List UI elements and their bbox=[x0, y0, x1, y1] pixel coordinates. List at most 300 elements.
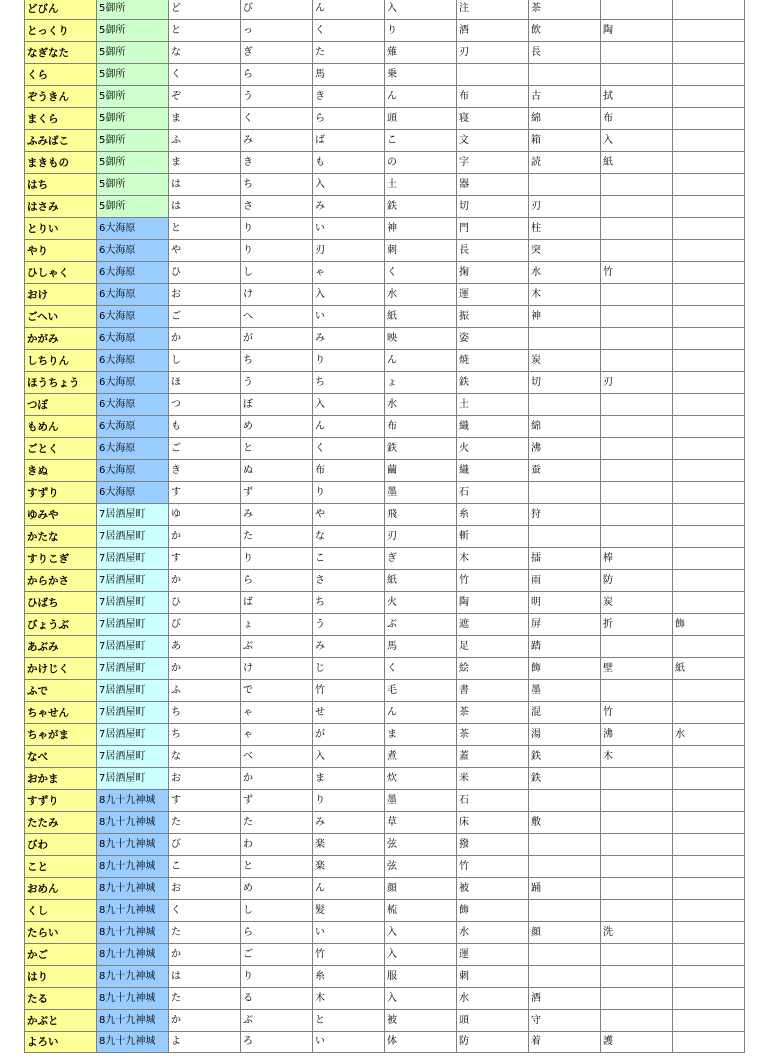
char-cell[interactable]: 入 bbox=[385, 0, 457, 20]
char-cell[interactable]: 棒 bbox=[601, 548, 673, 570]
char-cell[interactable]: び bbox=[169, 614, 241, 636]
char-cell[interactable]: 茶 bbox=[457, 702, 529, 724]
char-cell[interactable]: 茶 bbox=[529, 0, 601, 20]
char-cell[interactable] bbox=[673, 350, 745, 372]
char-cell[interactable]: ん bbox=[313, 416, 385, 438]
char-cell[interactable]: し bbox=[169, 350, 241, 372]
char-cell[interactable]: ち bbox=[313, 372, 385, 394]
char-cell[interactable]: 紙 bbox=[385, 306, 457, 328]
char-cell[interactable] bbox=[529, 482, 601, 504]
word-cell[interactable]: つぼ bbox=[25, 394, 97, 416]
char-cell[interactable]: 入 bbox=[313, 746, 385, 768]
char-cell[interactable]: け bbox=[241, 284, 313, 306]
char-cell[interactable]: 入 bbox=[385, 988, 457, 1010]
char-cell[interactable]: り bbox=[385, 20, 457, 42]
word-cell[interactable]: すりこぎ bbox=[25, 548, 97, 570]
char-cell[interactable]: 顔 bbox=[385, 878, 457, 900]
char-cell[interactable]: 煮 bbox=[385, 746, 457, 768]
char-cell[interactable]: ゃ bbox=[241, 702, 313, 724]
char-cell[interactable]: と bbox=[241, 856, 313, 878]
char-cell[interactable]: 入 bbox=[601, 130, 673, 152]
char-cell[interactable]: 入 bbox=[313, 284, 385, 306]
char-cell[interactable] bbox=[601, 460, 673, 482]
word-cell[interactable]: よろい bbox=[25, 1032, 97, 1053]
char-cell[interactable]: 撥 bbox=[457, 834, 529, 856]
char-cell[interactable]: ま bbox=[313, 768, 385, 790]
char-cell[interactable]: ほ bbox=[169, 372, 241, 394]
char-cell[interactable]: り bbox=[241, 548, 313, 570]
char-cell[interactable] bbox=[673, 460, 745, 482]
char-cell[interactable] bbox=[673, 548, 745, 570]
char-cell[interactable]: き bbox=[169, 460, 241, 482]
char-cell[interactable]: 斬 bbox=[457, 526, 529, 548]
char-cell[interactable]: 飾 bbox=[457, 900, 529, 922]
char-cell[interactable]: 馬 bbox=[385, 636, 457, 658]
char-cell[interactable]: ろ bbox=[241, 1032, 313, 1053]
char-cell[interactable]: 体 bbox=[385, 1032, 457, 1053]
word-cell[interactable]: たる bbox=[25, 988, 97, 1010]
char-cell[interactable] bbox=[673, 504, 745, 526]
char-cell[interactable] bbox=[601, 482, 673, 504]
char-cell[interactable]: ま bbox=[385, 724, 457, 746]
word-cell[interactable]: びょうぶ bbox=[25, 614, 97, 636]
char-cell[interactable]: こ bbox=[385, 130, 457, 152]
char-cell[interactable]: 防 bbox=[457, 1032, 529, 1053]
char-cell[interactable]: 鉄 bbox=[457, 372, 529, 394]
char-cell[interactable]: 折 bbox=[601, 614, 673, 636]
char-cell[interactable] bbox=[601, 0, 673, 20]
char-cell[interactable]: く bbox=[169, 64, 241, 86]
char-cell[interactable]: 土 bbox=[457, 394, 529, 416]
char-cell[interactable]: 踊 bbox=[529, 878, 601, 900]
char-cell[interactable] bbox=[673, 1032, 745, 1053]
char-cell[interactable]: ま bbox=[169, 108, 241, 130]
char-cell[interactable]: 茶 bbox=[457, 724, 529, 746]
char-cell[interactable] bbox=[601, 812, 673, 834]
char-cell[interactable]: り bbox=[241, 966, 313, 988]
char-cell[interactable]: お bbox=[169, 768, 241, 790]
char-cell[interactable]: く bbox=[169, 900, 241, 922]
char-cell[interactable]: 弦 bbox=[385, 834, 457, 856]
char-cell[interactable]: 火 bbox=[457, 438, 529, 460]
char-cell[interactable]: 姿 bbox=[457, 328, 529, 350]
char-cell[interactable]: か bbox=[169, 526, 241, 548]
char-cell[interactable]: 水 bbox=[673, 724, 745, 746]
group-cell[interactable]: 5御所 bbox=[97, 0, 169, 20]
word-cell[interactable]: ほうちょう bbox=[25, 372, 97, 394]
word-cell[interactable]: はり bbox=[25, 966, 97, 988]
group-cell[interactable]: 5御所 bbox=[97, 64, 169, 86]
char-cell[interactable]: 入 bbox=[385, 922, 457, 944]
char-cell[interactable] bbox=[673, 636, 745, 658]
group-cell[interactable]: 5御所 bbox=[97, 174, 169, 196]
char-cell[interactable]: 石 bbox=[457, 482, 529, 504]
char-cell[interactable]: 顔 bbox=[529, 922, 601, 944]
word-cell[interactable]: なぎなた bbox=[25, 42, 97, 64]
char-cell[interactable]: 長 bbox=[529, 42, 601, 64]
char-cell[interactable] bbox=[529, 64, 601, 86]
word-cell[interactable]: ふみばこ bbox=[25, 130, 97, 152]
char-cell[interactable]: 刃 bbox=[529, 196, 601, 218]
char-cell[interactable]: 水 bbox=[385, 394, 457, 416]
group-cell[interactable]: 7居酒屋町 bbox=[97, 504, 169, 526]
char-cell[interactable]: う bbox=[313, 614, 385, 636]
group-cell[interactable]: 7居酒屋町 bbox=[97, 592, 169, 614]
char-cell[interactable] bbox=[601, 768, 673, 790]
word-cell[interactable]: ちゃがま bbox=[25, 724, 97, 746]
char-cell[interactable]: 被 bbox=[457, 878, 529, 900]
char-cell[interactable] bbox=[673, 372, 745, 394]
char-cell[interactable]: た bbox=[313, 42, 385, 64]
char-cell[interactable]: と bbox=[169, 20, 241, 42]
group-cell[interactable]: 6大海原 bbox=[97, 350, 169, 372]
word-cell[interactable]: はち bbox=[25, 174, 97, 196]
char-cell[interactable]: 守 bbox=[529, 1010, 601, 1032]
char-cell[interactable] bbox=[601, 350, 673, 372]
char-cell[interactable]: 焼 bbox=[457, 350, 529, 372]
char-cell[interactable]: ご bbox=[241, 944, 313, 966]
char-cell[interactable]: く bbox=[385, 262, 457, 284]
char-cell[interactable]: る bbox=[241, 988, 313, 1010]
char-cell[interactable]: 注 bbox=[457, 0, 529, 20]
char-cell[interactable]: ぎ bbox=[241, 42, 313, 64]
char-cell[interactable] bbox=[673, 856, 745, 878]
group-cell[interactable]: 6大海原 bbox=[97, 262, 169, 284]
char-cell[interactable] bbox=[673, 570, 745, 592]
group-cell[interactable]: 5御所 bbox=[97, 108, 169, 130]
char-cell[interactable]: 鉄 bbox=[385, 196, 457, 218]
char-cell[interactable]: し bbox=[241, 900, 313, 922]
char-cell[interactable]: 運 bbox=[457, 944, 529, 966]
char-cell[interactable]: ち bbox=[241, 174, 313, 196]
word-cell[interactable]: ひばち bbox=[25, 592, 97, 614]
group-cell[interactable]: 8九十九神城 bbox=[97, 944, 169, 966]
char-cell[interactable]: っ bbox=[241, 20, 313, 42]
group-cell[interactable]: 8九十九神城 bbox=[97, 900, 169, 922]
char-cell[interactable] bbox=[673, 174, 745, 196]
char-cell[interactable]: ら bbox=[241, 570, 313, 592]
word-cell[interactable]: ちゃせん bbox=[25, 702, 97, 724]
char-cell[interactable]: あ bbox=[169, 636, 241, 658]
char-cell[interactable]: 服 bbox=[385, 966, 457, 988]
char-cell[interactable]: や bbox=[313, 504, 385, 526]
char-cell[interactable]: 水 bbox=[457, 988, 529, 1010]
word-cell[interactable]: かけじく bbox=[25, 658, 97, 680]
char-cell[interactable]: 飲 bbox=[529, 20, 601, 42]
group-cell[interactable]: 7居酒屋町 bbox=[97, 702, 169, 724]
char-cell[interactable]: く bbox=[241, 108, 313, 130]
char-cell[interactable] bbox=[601, 64, 673, 86]
word-cell[interactable]: すずり bbox=[25, 482, 97, 504]
char-cell[interactable]: 飾 bbox=[673, 614, 745, 636]
group-cell[interactable]: 7居酒屋町 bbox=[97, 548, 169, 570]
char-cell[interactable]: 絵 bbox=[457, 658, 529, 680]
char-cell[interactable] bbox=[673, 812, 745, 834]
char-cell[interactable]: 繭 bbox=[385, 460, 457, 482]
char-cell[interactable]: な bbox=[169, 746, 241, 768]
char-cell[interactable]: ぞ bbox=[169, 86, 241, 108]
word-cell[interactable]: ふで bbox=[25, 680, 97, 702]
char-cell[interactable]: 読 bbox=[529, 152, 601, 174]
char-cell[interactable]: 被 bbox=[385, 1010, 457, 1032]
word-cell[interactable]: びわ bbox=[25, 834, 97, 856]
char-cell[interactable]: り bbox=[241, 218, 313, 240]
char-cell[interactable]: 沸 bbox=[601, 724, 673, 746]
char-cell[interactable]: 炊 bbox=[385, 768, 457, 790]
char-cell[interactable] bbox=[673, 130, 745, 152]
char-cell[interactable]: ゆ bbox=[169, 504, 241, 526]
char-cell[interactable]: 竹 bbox=[313, 680, 385, 702]
char-cell[interactable]: ふ bbox=[169, 680, 241, 702]
char-cell[interactable] bbox=[529, 944, 601, 966]
char-cell[interactable]: 墨 bbox=[529, 680, 601, 702]
word-cell[interactable]: きぬ bbox=[25, 460, 97, 482]
group-cell[interactable]: 7居酒屋町 bbox=[97, 636, 169, 658]
char-cell[interactable]: 木 bbox=[601, 746, 673, 768]
char-cell[interactable] bbox=[673, 152, 745, 174]
char-cell[interactable]: い bbox=[313, 218, 385, 240]
char-cell[interactable]: 紙 bbox=[601, 152, 673, 174]
char-cell[interactable]: か bbox=[241, 768, 313, 790]
char-cell[interactable]: 鉄 bbox=[385, 438, 457, 460]
char-cell[interactable]: お bbox=[169, 878, 241, 900]
char-cell[interactable]: 糸 bbox=[313, 966, 385, 988]
char-cell[interactable]: め bbox=[241, 416, 313, 438]
char-cell[interactable] bbox=[529, 856, 601, 878]
char-cell[interactable]: た bbox=[169, 922, 241, 944]
char-cell[interactable]: 竹 bbox=[601, 702, 673, 724]
char-cell[interactable]: 入 bbox=[385, 944, 457, 966]
char-cell[interactable]: 切 bbox=[457, 196, 529, 218]
group-cell[interactable]: 6大海原 bbox=[97, 240, 169, 262]
char-cell[interactable]: た bbox=[169, 988, 241, 1010]
char-cell[interactable]: 遮 bbox=[457, 614, 529, 636]
group-cell[interactable]: 8九十九神城 bbox=[97, 1032, 169, 1053]
char-cell[interactable]: 毛 bbox=[385, 680, 457, 702]
char-cell[interactable]: み bbox=[241, 130, 313, 152]
char-cell[interactable]: 蚕 bbox=[529, 460, 601, 482]
char-cell[interactable]: ん bbox=[385, 350, 457, 372]
word-cell[interactable]: とっくり bbox=[25, 20, 97, 42]
char-cell[interactable]: と bbox=[313, 1010, 385, 1032]
group-cell[interactable]: 5御所 bbox=[97, 152, 169, 174]
word-cell[interactable]: すずり bbox=[25, 790, 97, 812]
char-cell[interactable]: 振 bbox=[457, 306, 529, 328]
group-cell[interactable]: 8九十九神城 bbox=[97, 812, 169, 834]
char-cell[interactable]: 陶 bbox=[457, 592, 529, 614]
char-cell[interactable]: き bbox=[313, 86, 385, 108]
char-cell[interactable]: ぶ bbox=[241, 1010, 313, 1032]
char-cell[interactable]: ひ bbox=[169, 592, 241, 614]
char-cell[interactable]: か bbox=[169, 658, 241, 680]
char-cell[interactable]: 着 bbox=[529, 1032, 601, 1053]
group-cell[interactable]: 8九十九神城 bbox=[97, 988, 169, 1010]
word-cell[interactable]: おめん bbox=[25, 878, 97, 900]
char-cell[interactable]: 髪 bbox=[313, 900, 385, 922]
char-cell[interactable]: ら bbox=[241, 922, 313, 944]
char-cell[interactable]: 墨 bbox=[385, 790, 457, 812]
char-cell[interactable]: 木 bbox=[313, 988, 385, 1010]
char-cell[interactable] bbox=[601, 878, 673, 900]
char-cell[interactable] bbox=[601, 504, 673, 526]
char-cell[interactable]: 土 bbox=[385, 174, 457, 196]
word-cell[interactable]: はさみ bbox=[25, 196, 97, 218]
char-cell[interactable]: と bbox=[241, 438, 313, 460]
char-cell[interactable]: ぼ bbox=[241, 394, 313, 416]
char-cell[interactable]: 草 bbox=[385, 812, 457, 834]
char-cell[interactable]: 石 bbox=[457, 790, 529, 812]
char-cell[interactable] bbox=[673, 438, 745, 460]
char-cell[interactable]: 乗 bbox=[385, 64, 457, 86]
char-cell[interactable]: 床 bbox=[457, 812, 529, 834]
char-cell[interactable]: 沸 bbox=[529, 438, 601, 460]
char-cell[interactable]: は bbox=[169, 966, 241, 988]
char-cell[interactable] bbox=[601, 944, 673, 966]
char-cell[interactable]: ゃ bbox=[241, 724, 313, 746]
char-cell[interactable] bbox=[601, 196, 673, 218]
char-cell[interactable]: 足 bbox=[457, 636, 529, 658]
char-cell[interactable] bbox=[673, 86, 745, 108]
group-cell[interactable]: 5御所 bbox=[97, 20, 169, 42]
group-cell[interactable]: 6大海原 bbox=[97, 284, 169, 306]
char-cell[interactable]: 糸 bbox=[457, 504, 529, 526]
word-cell[interactable]: とりい bbox=[25, 218, 97, 240]
char-cell[interactable]: ち bbox=[313, 592, 385, 614]
char-cell[interactable]: つ bbox=[169, 394, 241, 416]
char-cell[interactable] bbox=[673, 746, 745, 768]
char-cell[interactable] bbox=[601, 42, 673, 64]
word-cell[interactable]: かご bbox=[25, 944, 97, 966]
char-cell[interactable] bbox=[673, 64, 745, 86]
char-cell[interactable] bbox=[673, 262, 745, 284]
char-cell[interactable]: が bbox=[241, 328, 313, 350]
word-cell[interactable]: ひしゃく bbox=[25, 262, 97, 284]
char-cell[interactable]: が bbox=[313, 724, 385, 746]
char-cell[interactable]: 長 bbox=[457, 240, 529, 262]
char-cell[interactable]: ふ bbox=[169, 130, 241, 152]
group-cell[interactable]: 7居酒屋町 bbox=[97, 526, 169, 548]
char-cell[interactable]: ぶ bbox=[241, 636, 313, 658]
char-cell[interactable] bbox=[601, 416, 673, 438]
char-cell[interactable] bbox=[673, 1010, 745, 1032]
word-cell[interactable]: おかま bbox=[25, 768, 97, 790]
char-cell[interactable]: 壁 bbox=[601, 658, 673, 680]
char-cell[interactable]: 米 bbox=[457, 768, 529, 790]
char-cell[interactable]: な bbox=[313, 526, 385, 548]
group-cell[interactable]: 8九十九神城 bbox=[97, 856, 169, 878]
char-cell[interactable]: ん bbox=[313, 0, 385, 20]
char-cell[interactable] bbox=[673, 306, 745, 328]
group-cell[interactable]: 6大海原 bbox=[97, 482, 169, 504]
char-cell[interactable]: ご bbox=[169, 306, 241, 328]
char-cell[interactable]: 炭 bbox=[601, 592, 673, 614]
char-cell[interactable] bbox=[529, 174, 601, 196]
word-cell[interactable]: なべ bbox=[25, 746, 97, 768]
char-cell[interactable]: う bbox=[241, 372, 313, 394]
char-cell[interactable]: ど bbox=[169, 0, 241, 20]
group-cell[interactable]: 6大海原 bbox=[97, 218, 169, 240]
char-cell[interactable]: 運 bbox=[457, 284, 529, 306]
char-cell[interactable]: く bbox=[313, 20, 385, 42]
char-cell[interactable]: 擂 bbox=[529, 548, 601, 570]
char-cell[interactable]: 飾 bbox=[529, 658, 601, 680]
char-cell[interactable]: く bbox=[385, 658, 457, 680]
char-cell[interactable]: 柱 bbox=[529, 218, 601, 240]
char-cell[interactable] bbox=[529, 790, 601, 812]
char-cell[interactable]: で bbox=[241, 680, 313, 702]
word-cell[interactable]: たたみ bbox=[25, 812, 97, 834]
char-cell[interactable]: 字 bbox=[457, 152, 529, 174]
char-cell[interactable]: 狩 bbox=[529, 504, 601, 526]
char-cell[interactable]: り bbox=[313, 790, 385, 812]
char-cell[interactable] bbox=[673, 108, 745, 130]
char-cell[interactable] bbox=[529, 900, 601, 922]
char-cell[interactable] bbox=[673, 834, 745, 856]
char-cell[interactable]: ち bbox=[241, 350, 313, 372]
word-cell[interactable]: まきもの bbox=[25, 152, 97, 174]
group-cell[interactable]: 6大海原 bbox=[97, 438, 169, 460]
group-cell[interactable]: 7居酒屋町 bbox=[97, 746, 169, 768]
group-cell[interactable]: 6大海原 bbox=[97, 460, 169, 482]
char-cell[interactable]: へ bbox=[241, 306, 313, 328]
char-cell[interactable]: 布 bbox=[385, 416, 457, 438]
char-cell[interactable]: ご bbox=[169, 438, 241, 460]
char-cell[interactable] bbox=[673, 42, 745, 64]
char-cell[interactable]: み bbox=[313, 196, 385, 218]
char-cell[interactable]: 敷 bbox=[529, 812, 601, 834]
char-cell[interactable]: 楽 bbox=[313, 856, 385, 878]
char-cell[interactable]: め bbox=[241, 878, 313, 900]
group-cell[interactable]: 8九十九神城 bbox=[97, 790, 169, 812]
char-cell[interactable]: 頭 bbox=[457, 1010, 529, 1032]
char-cell[interactable]: 炭 bbox=[529, 350, 601, 372]
word-cell[interactable]: かがみ bbox=[25, 328, 97, 350]
char-cell[interactable] bbox=[673, 218, 745, 240]
char-cell[interactable] bbox=[673, 900, 745, 922]
char-cell[interactable] bbox=[601, 526, 673, 548]
char-cell[interactable]: さ bbox=[241, 196, 313, 218]
char-cell[interactable]: ち bbox=[169, 724, 241, 746]
char-cell[interactable]: 竹 bbox=[457, 570, 529, 592]
char-cell[interactable]: た bbox=[241, 526, 313, 548]
word-cell[interactable]: かぶと bbox=[25, 1010, 97, 1032]
word-cell[interactable]: もめん bbox=[25, 416, 97, 438]
char-cell[interactable]: お bbox=[169, 284, 241, 306]
group-cell[interactable]: 5御所 bbox=[97, 196, 169, 218]
group-cell[interactable]: 7居酒屋町 bbox=[97, 570, 169, 592]
char-cell[interactable]: み bbox=[313, 328, 385, 350]
char-cell[interactable]: 掬 bbox=[457, 262, 529, 284]
char-cell[interactable] bbox=[529, 394, 601, 416]
char-cell[interactable] bbox=[457, 64, 529, 86]
char-cell[interactable]: せ bbox=[313, 702, 385, 724]
char-cell[interactable]: ひ bbox=[169, 262, 241, 284]
group-cell[interactable]: 7居酒屋町 bbox=[97, 614, 169, 636]
char-cell[interactable]: こ bbox=[169, 856, 241, 878]
char-cell[interactable]: 刺 bbox=[385, 240, 457, 262]
char-cell[interactable]: り bbox=[313, 482, 385, 504]
char-cell[interactable]: り bbox=[313, 350, 385, 372]
group-cell[interactable]: 6大海原 bbox=[97, 328, 169, 350]
char-cell[interactable] bbox=[673, 768, 745, 790]
char-cell[interactable]: 入 bbox=[313, 394, 385, 416]
char-cell[interactable]: 酒 bbox=[457, 20, 529, 42]
char-cell[interactable]: 蓋 bbox=[457, 746, 529, 768]
char-cell[interactable] bbox=[673, 0, 745, 20]
char-cell[interactable] bbox=[673, 790, 745, 812]
group-cell[interactable]: 5御所 bbox=[97, 42, 169, 64]
char-cell[interactable]: 綿 bbox=[529, 416, 601, 438]
